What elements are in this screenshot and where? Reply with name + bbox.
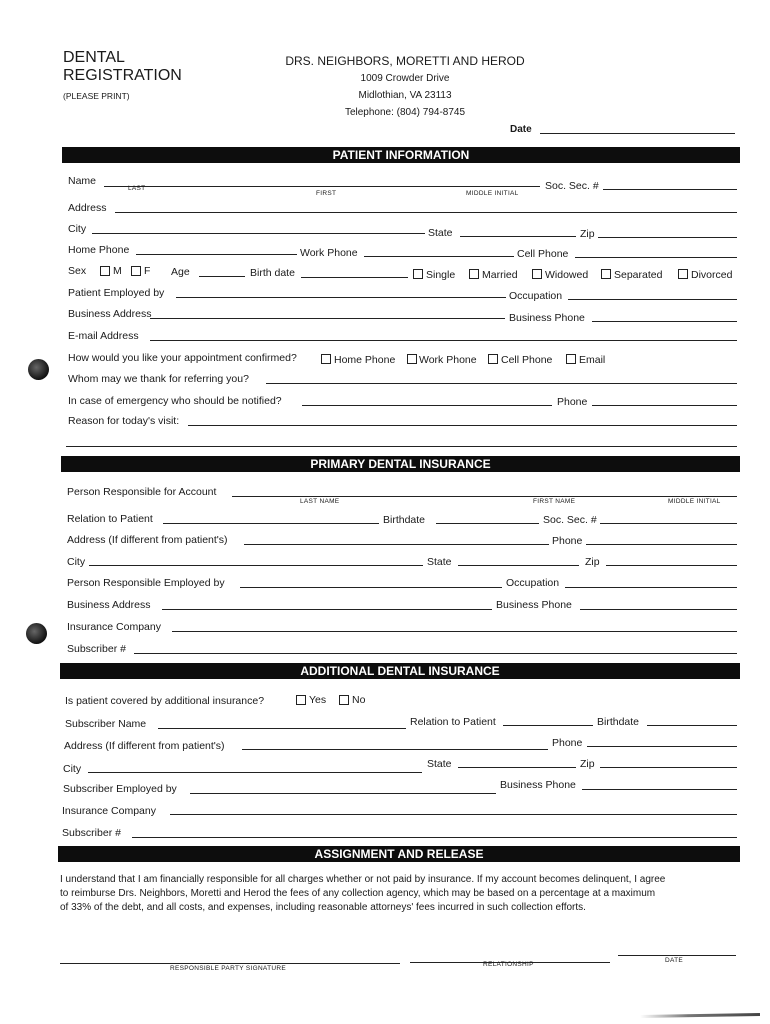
name-field[interactable] — [104, 186, 540, 187]
additional-city-field[interactable] — [88, 772, 422, 773]
additional-city-label: City — [63, 763, 82, 775]
date-caption: DATE — [665, 957, 684, 964]
patient-employed-field[interactable] — [176, 297, 506, 298]
confirm-email-checkbox[interactable] — [566, 354, 576, 364]
primary-soc-sec-field[interactable] — [600, 523, 737, 524]
work-phone-label: Work Phone — [300, 247, 358, 259]
additional-address-field[interactable] — [242, 749, 548, 750]
cell-phone-field[interactable] — [575, 257, 737, 258]
sex-label: Sex — [68, 265, 87, 277]
confirm-work-label: Work Phone — [419, 354, 477, 366]
additional-zip-field[interactable] — [600, 767, 737, 768]
primary-address-field[interactable] — [244, 544, 549, 545]
married-label: Married — [482, 269, 518, 281]
confirm-question: How would you like your appointment confirmed? — [68, 352, 297, 364]
relationship-caption: RELATIONSHIP — [483, 961, 534, 968]
reason-label: Reason for today's visit: — [68, 415, 180, 427]
primary-zip-field[interactable] — [606, 565, 737, 566]
name-label: Name — [68, 175, 97, 187]
confirm-home-label: Home Phone — [334, 354, 396, 366]
state-field[interactable] — [460, 236, 576, 237]
occupation-field[interactable] — [568, 299, 737, 300]
city-label: City — [68, 223, 87, 235]
cell-phone-label: Cell Phone — [517, 248, 569, 260]
primary-address-label: Address (If different from patient's) — [67, 534, 228, 546]
signature-date-field[interactable] — [618, 955, 736, 956]
binder-hole-top — [28, 359, 49, 380]
date-field[interactable] — [540, 133, 735, 134]
emergency-field[interactable] — [302, 405, 552, 406]
release-text-line3: of 33% of the debt, and all costs, and expenses, including reasonable attorneys' fees incurred in such collection efforts. — [60, 902, 586, 913]
primary-business-phone-field[interactable] — [580, 609, 737, 610]
section-header-patient-information: PATIENT INFORMATION — [62, 147, 740, 163]
additional-phone-label: Phone — [552, 737, 583, 749]
separated-checkbox[interactable] — [601, 269, 611, 279]
emergency-phone-field[interactable] — [592, 405, 737, 406]
sex-m-label: M — [113, 265, 122, 277]
work-phone-field[interactable] — [364, 256, 514, 257]
emergency-label: In case of emergency who should be notified? — [68, 395, 282, 407]
primary-soc-sec-label: Soc. Sec. # — [543, 514, 597, 526]
release-text-line2: to reimburse Drs. Neighbors, Moretti and Herod the fees of any collection agency, which may be based on a percentage at a maximum — [60, 888, 656, 899]
subscriber-name-label: Subscriber Name — [65, 718, 147, 730]
primary-birthdate-label: Birthdate — [383, 514, 426, 526]
signature-field[interactable] — [60, 963, 400, 964]
business-address-label: Business Address — [68, 308, 152, 320]
responsible-first-caption: FIRST NAME — [533, 498, 576, 505]
additional-phone-field[interactable] — [587, 746, 737, 747]
primary-subscriber-label: Subscriber # — [67, 643, 126, 655]
address-label: Address — [68, 202, 107, 214]
additional-birthdate-field[interactable] — [647, 725, 737, 726]
patient-employed-label: Patient Employed by — [68, 287, 165, 299]
primary-business-address-label: Business Address — [67, 599, 151, 611]
sex-f-checkbox[interactable] — [131, 266, 141, 276]
covered-question: Is patient covered by additional insurance? — [65, 695, 265, 707]
primary-occupation-label: Occupation — [506, 577, 560, 589]
additional-state-label: State — [427, 758, 452, 770]
birth-date-label: Birth date — [250, 267, 295, 279]
state-label: State — [428, 227, 453, 239]
practice-header — [270, 53, 540, 121]
age-field[interactable] — [199, 276, 245, 277]
additional-business-phone-label: Business Phone — [500, 779, 576, 791]
city-field[interactable] — [92, 233, 425, 234]
widowed-label: Widowed — [545, 269, 589, 281]
additional-relation-field[interactable] — [503, 725, 593, 726]
additional-business-phone-field[interactable] — [582, 789, 737, 790]
additional-relation-label: Relation to Patient — [410, 716, 496, 728]
sex-m-checkbox[interactable] — [100, 266, 110, 276]
email-field[interactable] — [150, 340, 737, 341]
divorced-label: Divorced — [691, 269, 733, 281]
signature-caption: RESPONSIBLE PARTY SIGNATURE — [170, 965, 286, 972]
practice-address2: Midlothian, VA 23113 — [358, 90, 452, 101]
subscriber-name-field[interactable] — [158, 728, 406, 729]
home-phone-label: Home Phone — [68, 244, 130, 256]
referral-field[interactable] — [266, 383, 737, 384]
primary-relation-field[interactable] — [163, 523, 379, 524]
primary-business-address-field[interactable] — [162, 609, 492, 610]
single-checkbox[interactable] — [413, 269, 423, 279]
responsible-field[interactable] — [232, 496, 737, 497]
primary-insurance-company-field[interactable] — [172, 631, 737, 632]
primary-city-label: City — [67, 556, 86, 568]
additional-subscriber-field[interactable] — [132, 837, 737, 838]
single-label: Single — [426, 269, 456, 281]
name-middle-caption: MIDDLE INITIAL — [466, 190, 519, 197]
confirm-cell-checkbox[interactable] — [488, 354, 498, 364]
name-first-caption: FIRST — [316, 190, 337, 197]
widowed-checkbox[interactable] — [532, 269, 542, 279]
practice-address1: 1009 Crowder Drive — [360, 73, 450, 84]
form-title-line1: DENTAL — [63, 49, 125, 66]
section-header-primary-insurance: PRIMARY DENTAL INSURANCE — [61, 456, 740, 472]
reason-field[interactable] — [188, 425, 737, 426]
primary-state-field[interactable] — [458, 565, 579, 566]
section-header-additional-insurance: ADDITIONAL DENTAL INSURANCE — [60, 663, 740, 679]
primary-state-label: State — [427, 556, 452, 568]
occupation-label: Occupation — [509, 290, 563, 302]
please-print-note: (PLEASE PRINT) — [63, 91, 130, 101]
zip-field[interactable] — [598, 237, 737, 238]
form-title-line2: REGISTRATION — [63, 67, 182, 84]
address-field[interactable] — [115, 212, 737, 213]
primary-phone-field[interactable] — [586, 544, 737, 545]
referral-label: Whom may we thank for referring you? — [68, 373, 249, 385]
practice-telephone: Telephone: (804) 794-8745 — [344, 107, 466, 118]
additional-employed-field[interactable] — [190, 793, 496, 794]
reason-field-2[interactable] — [66, 446, 737, 447]
binder-hole-bottom — [26, 623, 47, 644]
primary-zip-label: Zip — [585, 556, 600, 568]
separated-label: Separated — [614, 269, 663, 281]
responsible-middle-caption: MIDDLE INITIAL — [668, 498, 721, 505]
emergency-phone-label: Phone — [557, 396, 588, 408]
scan-edge-artifact — [640, 1013, 760, 1018]
zip-label: Zip — [580, 228, 595, 240]
business-phone-field[interactable] — [592, 321, 737, 322]
additional-employed-label: Subscriber Employed by — [63, 783, 177, 795]
name-last-caption: LAST — [128, 185, 146, 192]
confirm-email-label: Email — [579, 354, 606, 366]
primary-phone-label: Phone — [552, 535, 583, 547]
soc-sec-label: Soc. Sec. # — [545, 180, 599, 192]
additional-address-label: Address (If different from patient's) — [64, 740, 225, 752]
sex-f-label: F — [144, 265, 151, 277]
primary-subscriber-field[interactable] — [134, 653, 737, 654]
covered-yes-label: Yes — [309, 694, 327, 706]
release-text-line1: I understand that I am financially responsible for all charges whether or not paid by insurance. If my account becomes delinquent, I agree — [60, 874, 666, 885]
additional-state-field[interactable] — [458, 767, 576, 768]
covered-yes-checkbox[interactable] — [296, 695, 306, 705]
covered-no-checkbox[interactable] — [339, 695, 349, 705]
business-phone-label: Business Phone — [509, 312, 585, 324]
practice-name: DRS. NEIGHBORS, MORETTI AND HEROD — [285, 54, 525, 68]
married-checkbox[interactable] — [469, 269, 479, 279]
responsible-label: Person Responsible for Account — [67, 486, 217, 498]
primary-occupation-field[interactable] — [565, 587, 737, 588]
additional-subscriber-label: Subscriber # — [62, 827, 121, 839]
email-label: E-mail Address — [68, 330, 139, 342]
age-label: Age — [171, 266, 190, 278]
soc-sec-field[interactable] — [603, 189, 737, 190]
primary-city-field[interactable] — [89, 565, 423, 566]
primary-birthdate-field[interactable] — [436, 523, 539, 524]
birth-date-field[interactable] — [301, 277, 408, 278]
primary-employed-label: Person Responsible Employed by — [67, 577, 225, 589]
confirm-work-checkbox[interactable] — [407, 354, 417, 364]
additional-zip-label: Zip — [580, 758, 595, 770]
additional-insurance-company-field[interactable] — [170, 814, 737, 815]
date-label: Date — [510, 124, 532, 135]
confirm-home-checkbox[interactable] — [321, 354, 331, 364]
primary-employed-field[interactable] — [240, 587, 502, 588]
additional-birthdate-label: Birthdate — [597, 716, 640, 728]
divorced-checkbox[interactable] — [678, 269, 688, 279]
additional-insurance-company-label: Insurance Company — [62, 805, 156, 817]
section-header-assignment-release: ASSIGNMENT AND RELEASE — [58, 846, 740, 862]
primary-relation-label: Relation to Patient — [67, 513, 153, 525]
home-phone-field[interactable] — [136, 254, 297, 255]
primary-business-phone-label: Business Phone — [496, 599, 572, 611]
primary-insurance-company-label: Insurance Company — [67, 621, 161, 633]
business-address-field[interactable] — [150, 318, 505, 319]
covered-no-label: No — [352, 694, 366, 706]
responsible-last-caption: LAST NAME — [300, 498, 340, 505]
confirm-cell-label: Cell Phone — [501, 354, 553, 366]
